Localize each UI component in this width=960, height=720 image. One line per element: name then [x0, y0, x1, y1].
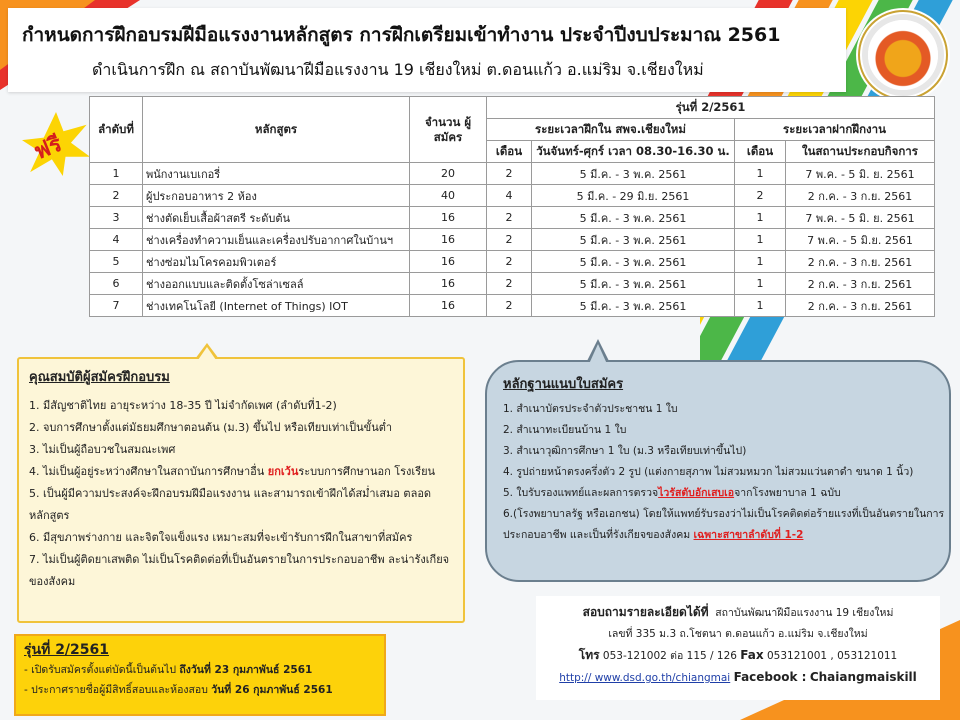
fax-label: Fax	[740, 648, 764, 662]
session-date: ถึงวันที่ 23 กุมภาพันธ์ 2561	[179, 664, 313, 676]
header-panel	[8, 8, 846, 92]
cell-no: 7	[90, 295, 143, 317]
cell-month1: 2	[487, 295, 532, 317]
table-row	[90, 295, 935, 317]
cell-month1: 2	[487, 251, 532, 273]
cell-course: ช่างออกแบบและติดตั้งโซล่าเซลล์	[143, 273, 410, 295]
col-applicants: จำนวน ผู้สมัคร	[410, 97, 487, 163]
session-text: - ประกาศรายชื่อผู้มีสิทธิ์สอบและห้องสอบ	[24, 684, 208, 696]
page-title: กำหนดการฝึกอบรมฝีมือแรงงานหลักสูตร การฝึกเตรียมเข้าทำงาน ประจำปีงบประมาณ 2561	[22, 24, 781, 46]
doc-item: 3. สำเนาวุฒิการศึกษา 1 ใบ (ม.3 หรือเทียบเท่าขึ้นไป)	[503, 445, 747, 457]
session-text: - เปิดรับสมัครตั้งแต่บัดนี้เป็นต้นไป	[24, 664, 177, 676]
tel-label: โทร	[578, 648, 600, 662]
cell-company: 7 พ.ค. - 5 มิ. ย. 2561	[786, 163, 935, 185]
documents-title: หลักฐานแนบใบสมัคร	[503, 377, 624, 392]
col-period-center: ระยะเวลาฝึกใน สพจ.เชียงใหม่	[487, 119, 735, 141]
qual-exception-highlight: ยกเว้น	[267, 465, 299, 478]
cell-applicants: 16	[410, 251, 487, 273]
table-row	[90, 273, 935, 295]
free-label: ฟรี	[30, 131, 66, 166]
cell-applicants: 40	[410, 185, 487, 207]
cell-month1: 2	[487, 273, 532, 295]
doc-hepatitis-highlight: ไวรัสตับอักเสบเอ	[658, 487, 735, 499]
col-month1: เดือน	[487, 141, 532, 163]
doc-item	[503, 504, 949, 546]
page-subtitle: ดำเนินการฝึก ณ สถาบันพัฒนาฝีมือแรงงาน 19 เชียงใหม่ ต.ดอนแก้ว อ.แม่ริม จ.เชียงใหม่	[92, 60, 704, 79]
free-badge	[22, 112, 90, 176]
qual-item: 7. ไม่เป็นผู้ติดยาเสพติด ไม่เป็นโรคติดต่อที่เป็นอันตรายในการประกอบอาชีพ ละน่ารังเกียจของสังคม	[29, 553, 450, 588]
col-days-time: วันจันทร์-ศุกร์ เวลา 08.30-16.30 น.	[532, 141, 735, 163]
website-link[interactable]: http:// www.dsd.go.th/chiangmai	[559, 672, 731, 684]
cell-no: 6	[90, 273, 143, 295]
contact-lead: สอบถามรายละเอียดได้ที่	[582, 605, 709, 619]
cell-applicants: 20	[410, 163, 487, 185]
session-line	[24, 680, 384, 700]
qual-item: 2. จบการศึกษาตั้งแต่มัธยมศึกษาตอนต้น (ม.3) ขึ้นไป หรือเทียบเท่าเป็นขั้นต่ำ	[29, 421, 393, 434]
cell-month1: 2	[487, 229, 532, 251]
table-row	[90, 207, 935, 229]
doc-item	[503, 483, 949, 504]
qualifications-title: คุณสมบัติผู้สมัครฝึกอบรม	[29, 370, 170, 385]
contact-panel	[536, 596, 940, 700]
doc-item-text: 5. ใบรับรองแพทย์และผลการตรวจ	[503, 487, 659, 499]
doc-item-text: 6.(โรงพยาบาลรัฐ หรือเอกชน) โดยให้แพทย์รับรองว่าไม่เป็นโรคติดต่อร้ายแรงที่เป็นอันตรายในการประกอบอาชีพ และเป็นที่รังเกียจของสังคม	[503, 508, 945, 541]
cell-course: ช่างเครื่องทำความเย็นและเครื่องปรับอากาศในบ้านฯ	[143, 229, 410, 251]
qual-callout-pointer-fill	[198, 347, 216, 360]
cell-no: 1	[90, 163, 143, 185]
documents-box	[485, 360, 951, 582]
cell-month1: 4	[487, 185, 532, 207]
institute-logo	[858, 10, 948, 100]
qual-item: 5. เป็นผู้มีความประสงค์จะฝึกอบรมฝีมือแรงงาน และสามารถเข้าฝึกได้สม่ำเสมอ ตลอดหลักสูตร	[29, 487, 432, 522]
qual-item: 1. มีสัญชาติไทย อายุระหว่าง 18-35 ปี ไม่จำกัดเพศ (ลำดับที่1-2)	[29, 399, 337, 412]
cell-month2: 1	[735, 251, 786, 273]
col-order: ลำดับที่	[90, 97, 143, 163]
cell-month2: 1	[735, 295, 786, 317]
facebook-handle: Chaiangmaiskill	[809, 670, 917, 684]
cell-company: 2 ก.ค. - 3 ก.ย. 2561	[786, 273, 935, 295]
doc-item-text: จากโรงพยาบาล 1 ฉบับ	[734, 487, 841, 499]
cell-no: 3	[90, 207, 143, 229]
qual-item	[29, 461, 463, 483]
session-title: รุ่นที่ 2/2561	[24, 642, 110, 658]
cell-month2: 1	[735, 273, 786, 295]
table-row	[90, 163, 935, 185]
table-row	[90, 251, 935, 273]
docs-callout-pointer-fill	[589, 344, 607, 364]
cell-month2: 1	[735, 163, 786, 185]
cell-course: ช่างเทคโนโลยี (Internet of Things) IOT	[143, 295, 410, 317]
doc-branch-highlight: เฉพาะสาขาลำดับที่ 1-2	[693, 529, 804, 541]
cell-company: 7 พ.ค. - 5 มิ.ย. 2561	[786, 229, 935, 251]
table-row	[90, 229, 935, 251]
cell-applicants: 16	[410, 273, 487, 295]
cell-center: 5 มี.ค. - 3 พ.ค. 2561	[532, 163, 735, 185]
cell-applicants: 16	[410, 207, 487, 229]
cell-applicants: 16	[410, 295, 487, 317]
cell-month2: 1	[735, 229, 786, 251]
session-date: วันที่ 26 กุมภาพันธ์ 2561	[211, 684, 333, 696]
cell-company: 2 ก.ค. - 3 ก.ย. 2561	[786, 295, 935, 317]
schedule-table	[89, 96, 935, 317]
contact-phone-line	[536, 645, 940, 667]
cell-center: 5 มี.ค. - 3 พ.ค. 2561	[532, 273, 735, 295]
col-course: หลักสูตร	[143, 97, 410, 163]
session-line	[24, 660, 384, 680]
doc-item: 1. สำเนาบัตรประจำตัวประชาชน 1 ใบ	[503, 403, 678, 415]
col-month2: เดือน	[735, 141, 786, 163]
cell-center: 5 มี.ค. - 3 พ.ค. 2561	[532, 207, 735, 229]
cell-company: 7 พ.ค. - 5 มิ. ย. 2561	[786, 207, 935, 229]
qual-item: 3. ไม่เป็นผู้ถือบวชในสมณะเพศ	[29, 443, 176, 456]
cell-no: 2	[90, 185, 143, 207]
cell-course: พนักงานเบเกอรี่	[143, 163, 410, 185]
contact-institute: สถาบันพัฒนาฝีมือแรงงาน 19 เชียงใหม่	[715, 607, 894, 619]
cell-company: 2 ก.ค. - 3 ก.ย. 2561	[786, 185, 935, 207]
table-row	[90, 185, 935, 207]
cell-month1: 2	[487, 163, 532, 185]
qual-item: 6. มีสุขภาพร่างกาย และจิตใจแข็งแรง เหมาะสมที่จะเข้ารับการฝึกในสาขาที่สมัคร	[29, 531, 413, 544]
contact-web-line	[536, 667, 940, 689]
col-in-company: ในสถานประกอบกิจการ	[786, 141, 935, 163]
cell-center: 5 มี.ค. - 3 พ.ค. 2561	[532, 229, 735, 251]
facebook-label: Facebook :	[733, 670, 807, 684]
cell-center: 5 มี.ค. - 29 มิ.ย. 2561	[532, 185, 735, 207]
doc-item: 2. สำเนาทะเบียนบ้าน 1 ใบ	[503, 424, 627, 436]
cell-month2: 2	[735, 185, 786, 207]
cell-course: ช่างตัดเย็บเสื้อผ้าสตรี ระดับต้น	[143, 207, 410, 229]
cell-month2: 1	[735, 207, 786, 229]
col-session: รุ่นที่ 2/2561	[487, 97, 935, 119]
cell-applicants: 16	[410, 229, 487, 251]
qual-item-text: 4. ไม่เป็นผู้อยู่ระหว่างศึกษาในสถาบันการศึกษาอื่น	[29, 465, 265, 478]
qualifications-box	[17, 357, 465, 623]
cell-company: 2 ก.ค. - 3 ก.ย. 2561	[786, 251, 935, 273]
fax-value: 053121001 , 053121011	[766, 650, 898, 662]
cell-course: ผู้ประกอบอาหาร 2 ห้อง	[143, 185, 410, 207]
cell-center: 5 มี.ค. - 3 พ.ค. 2561	[532, 295, 735, 317]
cell-center: 5 มี.ค. - 3 พ.ค. 2561	[532, 251, 735, 273]
cell-course: ช่างซ่อมไมโครคอมพิวเตอร์	[143, 251, 410, 273]
session-box	[14, 634, 386, 716]
doc-item: 4. รูปถ่ายหน้าตรงครึ่งตัว 2 รูป (แต่งกายสุภาพ ไม่สวมหมวก ไม่สวมแว่นตาดำ ขนาด 1 นิ้ว)	[503, 466, 914, 478]
cell-month1: 2	[487, 207, 532, 229]
cell-no: 4	[90, 229, 143, 251]
tel-value: 053-121002 ต่อ 115 / 126	[602, 650, 737, 662]
qual-item-text: ระบบการศึกษานอก โรงเรียน	[298, 465, 436, 478]
cell-no: 5	[90, 251, 143, 273]
col-period-workplace: ระยะเวลาฝากฝึกงาน	[735, 119, 935, 141]
contact-line	[536, 602, 940, 624]
contact-address: เลขที่ 335 ม.3 ถ.โชตนา ต.ดอนแก้ว อ.แม่ริม จ.เชียงใหม่	[608, 628, 868, 640]
